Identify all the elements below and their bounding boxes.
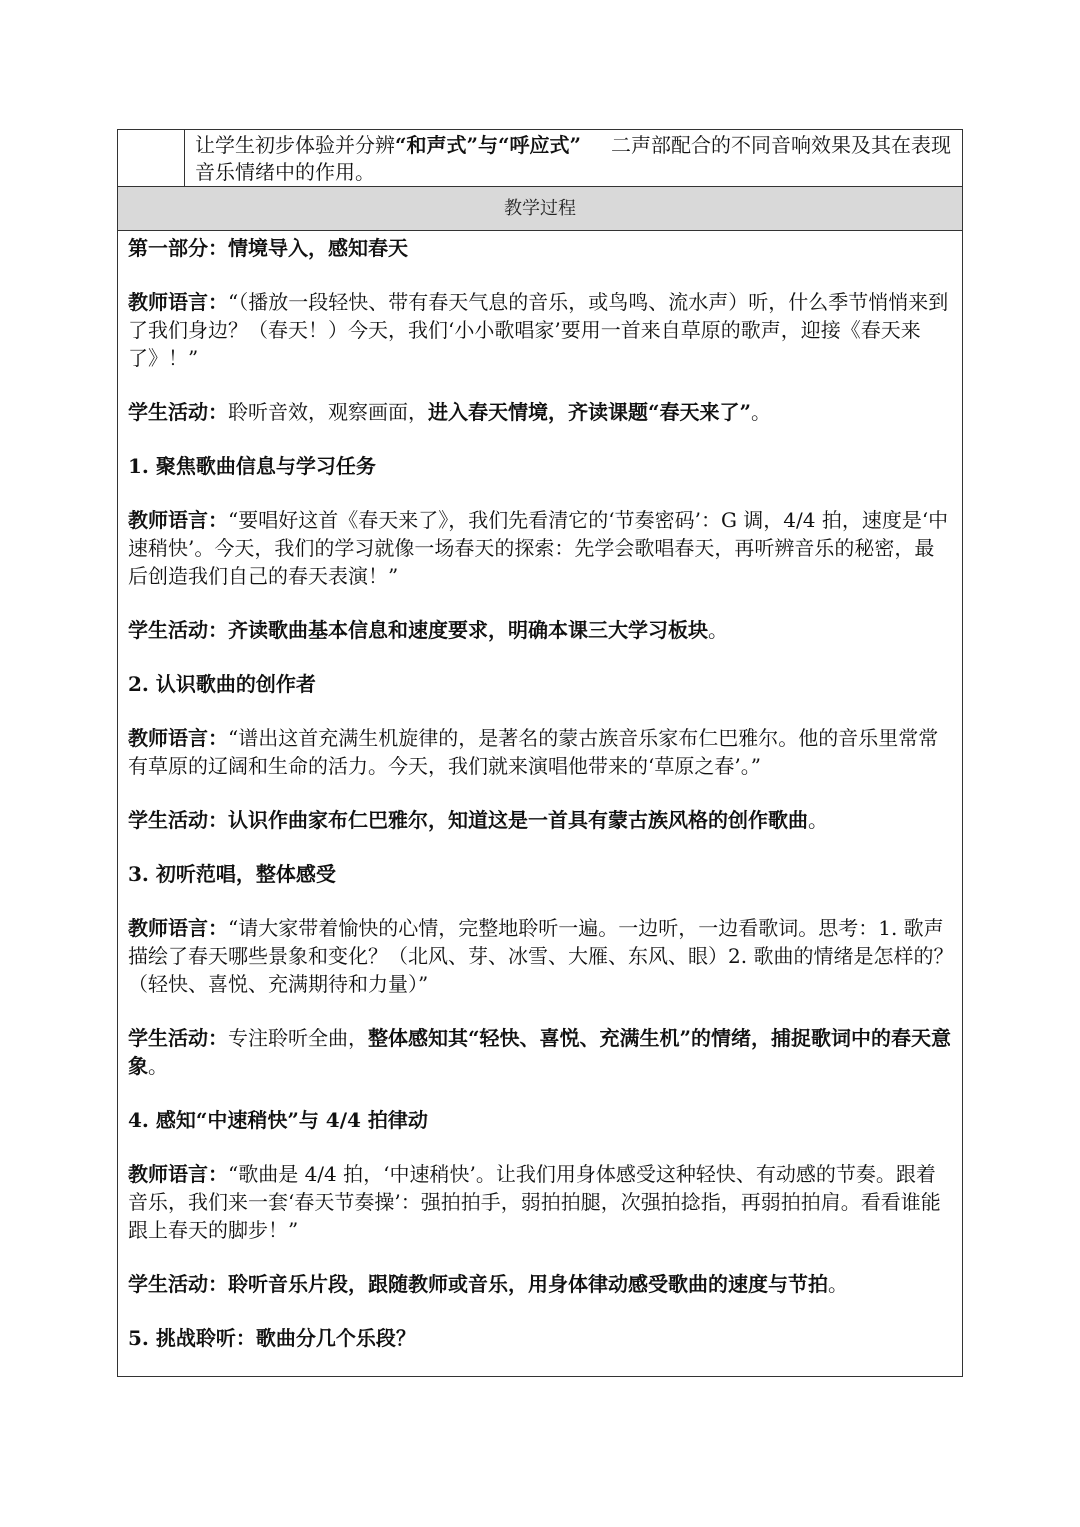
student-label: 学生活动： [128, 808, 228, 832]
item-teacher [128, 914, 954, 998]
teacher-text: “要唱好这首《春天来了》，我们先看清它的‘节奏密码’：G 调，4/4 拍，速度是‘中速稍快’。今天，我们的学习就像一场春天的探索：先学会歌唱春天，再听辨音乐的秘密，最后创造我们自己的春天表演！” [128, 508, 949, 588]
lesson-plan-table [117, 129, 963, 1377]
part1-student [128, 398, 954, 426]
objective-text-a: 让学生初步体验并分辨 [195, 133, 395, 157]
item-heading: 4. 感知“中速稍快”与 4/4 拍律动 [128, 1108, 428, 1132]
teacher-label: 教师语言： [128, 508, 228, 532]
objective-text-c: 二声部配合的不同音响效果及其在表现音乐情绪中的作用。 [195, 133, 952, 184]
part1-title: 第一部分：情境导入，感知春天 [128, 236, 408, 260]
part1-teacher [128, 288, 954, 372]
section-header: 教学过程 [117, 187, 963, 231]
student-label: 学生活动： [128, 400, 228, 424]
item-heading-last: 5. 挑战聆听：歌曲分几个乐段？ [128, 1326, 416, 1350]
student-text-plain: 聆听音效，观察画面， [228, 400, 428, 424]
item-teacher [128, 724, 954, 780]
student-text-bold: 整体感知其“轻快、喜悦、充满生机”的情绪，捕捉歌词中的春天意象 [128, 1026, 952, 1078]
teaching-process-cell [117, 231, 963, 1377]
student-text-end: 。 [828, 1272, 848, 1296]
student-text-bold: 进入春天情境，齐读课题“春天来了” [428, 400, 752, 424]
student-text-bold: 齐读歌曲基本信息和速度要求，明确本课三大学习板块 [228, 618, 708, 642]
student-label: 学生活动： [128, 1272, 228, 1296]
teacher-text: “歌曲是 4/4 拍，‘中速稍快’。让我们用身体感受这种轻快、有动感的节奏。跟着音乐，我们来一套‘春天节奏操’：强拍拍手，弱拍拍腿，次强拍捻指，再弱拍拍肩。看看谁能跟上春天的脚步！” [128, 1162, 941, 1242]
objective-text-b: “和声式”与“呼应式” [395, 133, 582, 157]
teacher-label: 教师语言： [128, 726, 228, 750]
teacher-label: 教师语言： [128, 290, 228, 314]
teacher-label: 教师语言： [128, 1162, 228, 1186]
item-heading: 3. 初听范唱，整体感受 [128, 862, 336, 886]
student-text-bold: 聆听音乐片段，跟随教师或音乐，用身体律动感受歌曲的速度与节拍 [228, 1272, 828, 1296]
item-teacher [128, 506, 954, 590]
item-heading: 2. 认识歌曲的创作者 [128, 672, 316, 696]
teacher-text: “请大家带着愉快的心情，完整地聆听一遍。一边听，一边看歌词。思考：1. 歌声描绘了春天哪些景象和变化？（北风、芽、冰雪、大雁、东风、眼）2. 歌曲的情绪是怎样的？（轻快、喜悦、充满期待和力量）” [128, 916, 954, 996]
item-heading: 1. 聚焦歌曲信息与学习任务 [128, 454, 376, 478]
student-text-plain: 专注聆听全曲， [228, 1026, 368, 1050]
student-text-bold: 认识作曲家布仁巴雅尔，知道这是一首具有蒙古族风格的创作歌曲 [228, 808, 808, 832]
student-text-end: 。 [148, 1054, 168, 1078]
teacher-label: 教师语言： [128, 916, 228, 940]
student-label: 学生活动： [128, 1026, 228, 1050]
teacher-text: “谱出这首充满生机旋律的，是著名的蒙古族音乐家布仁巴雅尔。他的音乐里常常有草原的辽阔和生命的活力。今天，我们就来演唱他带来的‘草原之春’。” [128, 726, 939, 778]
objective-label-cell [118, 130, 185, 186]
item-teacher [128, 1160, 954, 1244]
student-text-end: 。 [751, 400, 772, 424]
item-student [128, 616, 954, 644]
objective-row [117, 129, 963, 187]
objective-text-cell [185, 130, 962, 186]
item-student [128, 1270, 954, 1298]
student-text-end: 。 [808, 808, 828, 832]
student-text-end: 。 [708, 618, 728, 642]
item-student [128, 1024, 954, 1080]
teacher-text: “（播放一段轻快、带有春天气息的音乐，或鸟鸣、流水声）听，什么季节悄悄来到了我们身边？（春天！）今天，我们‘小小歌唱家’要用一首来自草原的歌声，迎接《春天来了》！” [128, 290, 949, 370]
student-label: 学生活动： [128, 618, 228, 642]
item-student [128, 806, 954, 834]
